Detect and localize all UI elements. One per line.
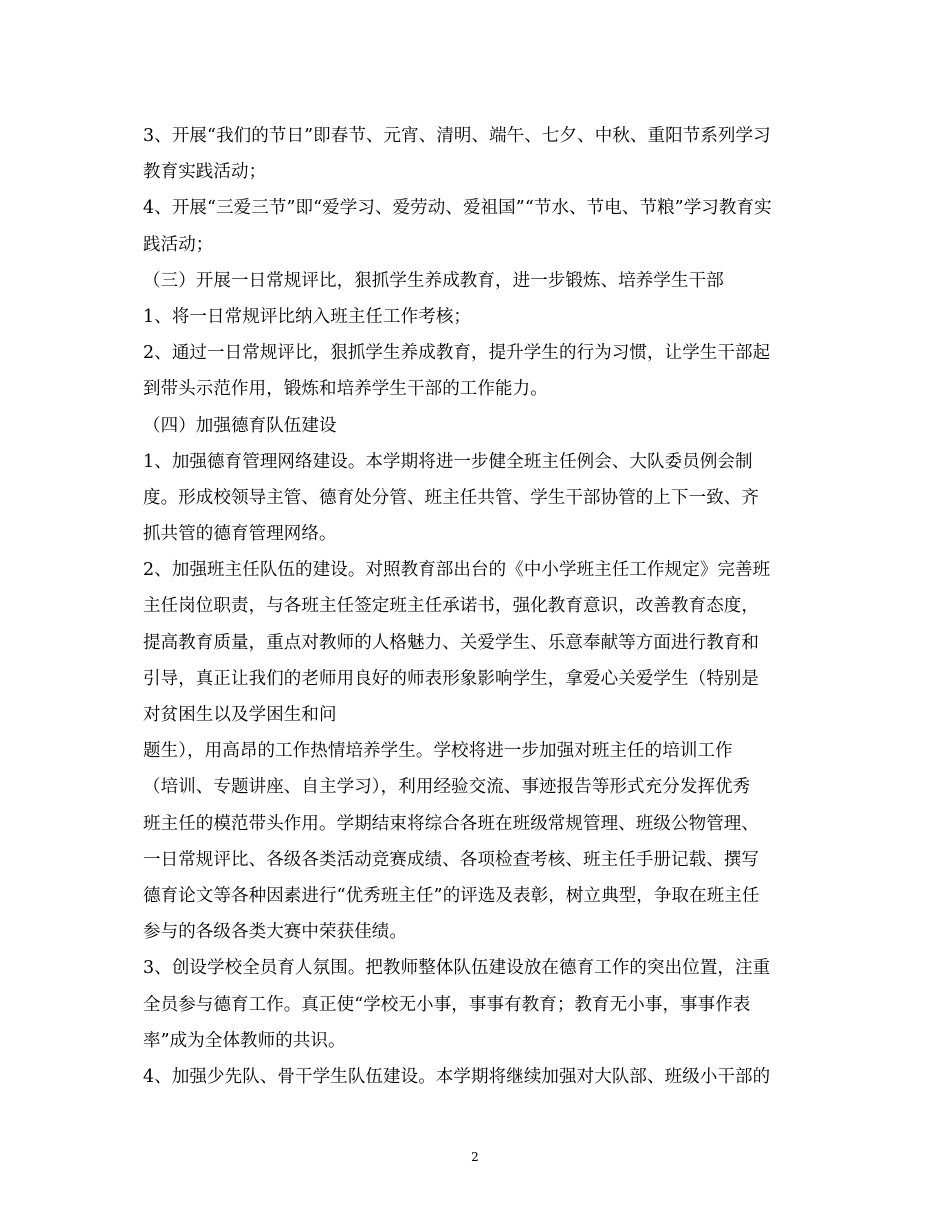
text-line-12: 抓共管的德育管理网络。 bbox=[143, 524, 337, 545]
section-heading-4: （四）加强德育队伍建设 bbox=[143, 415, 337, 436]
text-line-27: 4、加强少先队、骨干学生队伍建设。本学期将继续加强对大队部、班级小干部的 bbox=[143, 1066, 771, 1087]
text-line-14: 主任岗位职责，与各班主任签定班主任承诺书，强化教育意识，改善教育态度， bbox=[143, 596, 759, 617]
text-line-7: 2、通过一日常规评比，狠抓学生养成教育，提升学生的行为习惯，让学生干部起 bbox=[143, 343, 771, 364]
text-line-11: 度。形成校领导主管、德育处分管、班主任共管、学生干部协管的上下一致、齐 bbox=[143, 487, 759, 508]
text-line-10: 1、加强德育管理网络建设。本学期将进一步健全班主任例会、大队委员例会制 bbox=[143, 451, 753, 472]
text-line-18: 题生），用高昂的工作热情培养学生。学校将进一步加强对班主任的培训工作 bbox=[143, 741, 733, 762]
text-line-22: 德育论文等各种因素进行“优秀班主任”的评选及表彰，树立典型，争取在班主任 bbox=[143, 885, 760, 906]
section-heading-3: （三）开展一日常规评比，狠抓学生养成教育，进一步锻炼、培养学生干部 bbox=[143, 270, 724, 291]
text-line-21: 一日常规评比、各级各类活动竞赛成绩、各项检查考核、班主任手册记载、撰写 bbox=[143, 849, 759, 870]
text-line-2: 教育实践活动； bbox=[143, 162, 267, 183]
text-line-15: 提高教育质量，重点对教师的人格魅力、关爱学生、乐意奉献等方面进行教育和 bbox=[143, 632, 759, 653]
text-line-25: 全员参与德育工作。真正使“学校无小事，事事有教育；教育无小事，事事作表 bbox=[143, 994, 751, 1015]
text-line-20: 班主任的模范带头作用。学期结束将综合各班在班级常规管理、班级公物管理、 bbox=[143, 813, 759, 834]
text-line-3: 4、开展“三爱三节”即“爱学习、爱劳动、爱祖国”“节水、节电、节粮”学习教育实 bbox=[143, 198, 772, 219]
text-line-26: 率”成为全体教师的共识。 bbox=[143, 1030, 346, 1051]
text-line-17: 对贫困生以及学困生和问 bbox=[143, 705, 337, 725]
body-text bbox=[143, 118, 823, 1095]
text-line-24: 3、创设学校全员育人氛围。把教师整体队伍建设放在德育工作的突出位置，注重 bbox=[143, 958, 771, 979]
text-line-19: （培训、专题讲座、自主学习），利用经验交流、事迹报告等形式充分发挥优秀 bbox=[143, 777, 751, 798]
text-line-6: 1、将一日常规评比纳入班主任工作考核； bbox=[143, 306, 472, 327]
text-line-13: 2、加强班主任队伍的建设。对照教育部出台的《中小学班主任工作规定》完善班 bbox=[143, 560, 771, 581]
page-number: 2 bbox=[471, 1150, 479, 1164]
text-line-1: 3、开展“我们的节日”即春节、元宵、清明、端午、七夕、中秋、重阳节系列学习 bbox=[143, 126, 771, 146]
text-line-8: 到带头示范作用，锻炼和培养学生干部的工作能力。 bbox=[143, 379, 548, 400]
text-line-16: 引导，真正让我们的老师用良好的师表形象影响学生，拿爱心关爱学生（特别是 bbox=[143, 668, 759, 689]
text-line-23: 参与的各级各类大赛中荣获佳绩。 bbox=[143, 922, 407, 943]
text-line-4: 践活动； bbox=[143, 234, 214, 255]
